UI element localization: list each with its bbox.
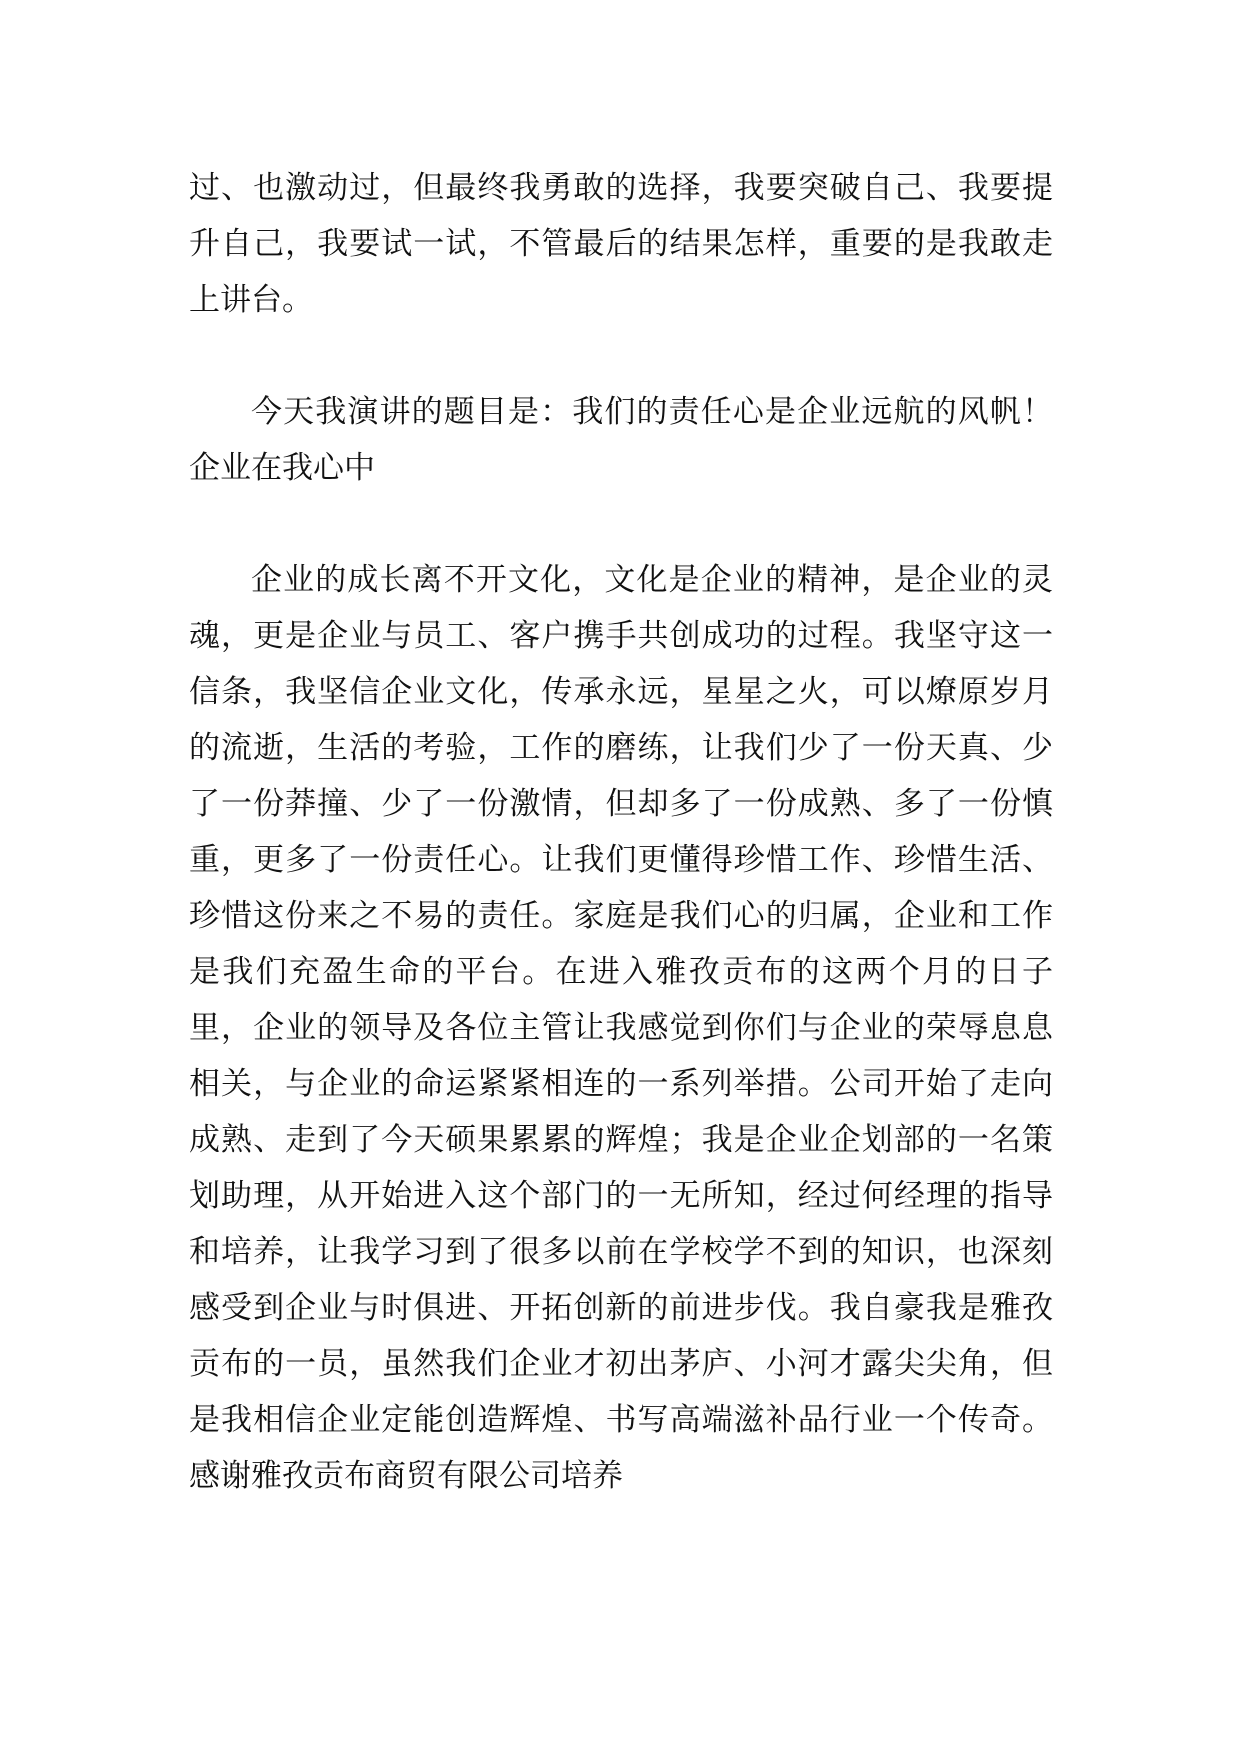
paragraph-speech-topic: 今天我演讲的题目是：我们的责任心是企业远航的风帆！企业在我心中 (189, 394, 1053, 486)
document-body (189, 160, 1053, 1504)
paragraph-main: 企业的成长离不开文化，文化是企业的精神，是企业的灵魂，更是企业与员工、客户携手共创成功的过程。我坚守这一信条，我坚信企业文化，传承永远，星星之火，可以燎原岁月的流逝，生活的考验，工作的磨练，让我们少了一份天真、少了一份莽撞、少了一份激情，但却多了一份成熟、多了一份慎重，更多了一份责任心。让我们更懂得珍惜工作、珍惜生活、珍惜这份来之不易的责任。家庭是我们心的归属，企业和工作是我们充盈生命的平台。在进入雅孜贡布的这两个月的日子里，企业的领导及各位主管让我感觉到你们与企业的荣辱息息相关，与企业的命运紧紧相连的一系列举措。公司开始了走向成熟、走到了今天硕果累累的辉煌；我是企业企划部的一名策划助理，从开始进入这个部门的一无所知，经过何经理的指导和培养，让我学习到了很多以前在学校学不到的知识，也深刻感受到企业与时俱进、开拓创新的前进步伐。我自豪我是雅孜贡布的一员，虽然我们企业才初出茅庐、小河才露尖尖角，但是我相信企业定能创造辉煌、书写高端滋补品行业一个传奇。感谢雅孜贡布商贸有限公司培养 (189, 562, 1053, 1494)
paragraph-continuation: 过、也激动过，但最终我勇敢的选择，我要突破自己、我要提升自己，我要试一试，不管最后的结果怎样，重要的是我敢走上讲台。 (189, 170, 1053, 318)
